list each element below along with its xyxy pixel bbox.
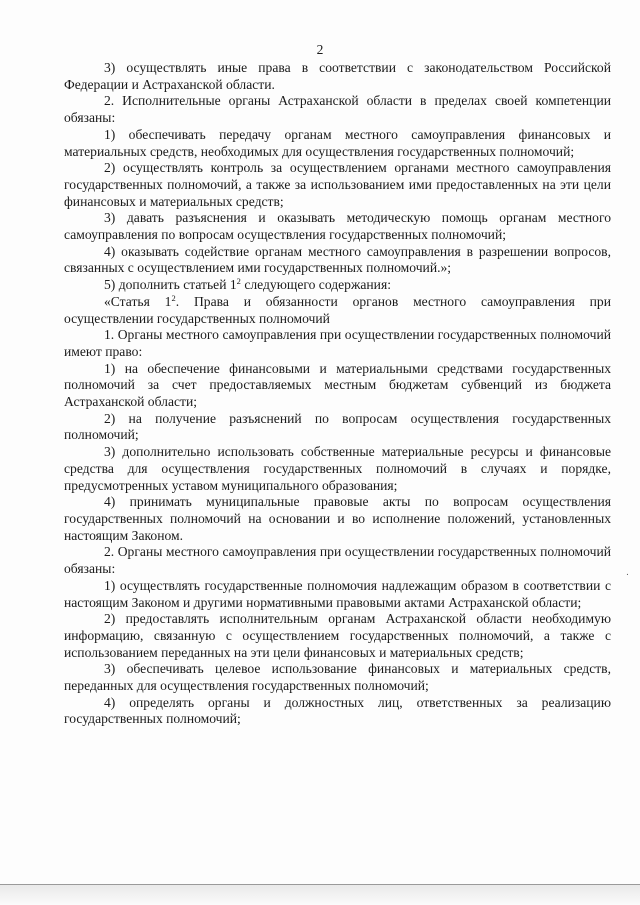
paragraph: 1) осуществлять государственные полномочия надлежащим образом в соответствии с настоящим Законом и другими нормативными правовыми актами Астраханской области; [64,577,611,610]
paragraph: 4) оказывать содействие органам местного самоуправления в разрешении вопросов, связанных с осуществлением ими государственных полномочий.»; [64,243,611,276]
amendment-paragraph [64,277,611,294]
paragraph: 2. Органы местного самоуправления при осуществлении государственных полномочий обязаны: [64,544,611,577]
paragraph: 3) обеспечивать целевое использование финансовых и материальных средств, переданных для осуществления государственных полномочий; [64,661,611,694]
paragraph: 2. Исполнительные органы Астраханской области в пределах своей компетенции обязаны: [64,93,611,126]
article-heading-end: . Права и обязанности органов местного самоуправления при осуществлении государственных полномочий [64,293,611,326]
paragraph: 3) дополнительно использовать собственные материальные ресурсы и финансовые средства для осуществления государственных полномочий в случаях и порядке, предусмотренных уставом муниципального образования; [64,444,611,493]
paragraph: 1. Органы местного самоуправления при осуществлении государственных полномочий имеют право: [64,327,611,359]
amendment-text-end: следующего содержания: [240,277,391,293]
paragraph: 3) давать разъяснения и оказывать методическую помощь органам местного самоуправления по вопросам осуществления государственных полномочий; [64,210,611,243]
paragraph: 4) определять органы и должностных лиц, ответственных за реализацию государственных полномочий; [64,694,611,727]
scan-edge-shadow [0,885,640,905]
amendment-text: 5) дополнить статьей 1 [104,277,237,293]
paragraph: 2) предоставлять исполнительным органам Астраханской области необходимую информацию, связанную с осуществлением государственных полномочий, а также с использованием переданных на эти цели финансовых и материальных средств; [64,611,611,660]
document-body [64,60,611,728]
paragraph: 4) принимать муниципальные правовые акты по вопросам осуществления государственных полномочий на основании и во исполнение положений, установленных настоящим Законом. [64,494,611,543]
article-heading [64,294,611,327]
page-number: 2 [316,42,324,57]
margin-mark: . [626,568,629,578]
paragraph: 3) осуществлять иные права в соответствии с законодательством Российской Федерации и Астраханской области. [64,60,611,92]
article-heading-start: «Статья 1 [104,293,172,309]
paragraph: 2) осуществлять контроль за осуществлением органами местного самоуправления государственных полномочий, а также за использованием ими предоставленных на эти цели финансовых и материальных средств; [64,160,611,209]
paragraph: 2) на получение разъяснений по вопросам осуществления государственных полномочий; [64,410,611,443]
paragraph: 1) обеспечивать передачу органам местного самоуправления финансовых и материальных средств, необходимых для осуществления государственных полномочий; [64,126,611,159]
paragraph: 1) на обеспечение финансовыми и материальными средствами государственных полномочий за счет предоставляемых местным бюджетам субвенций из бюджета Астраханской области; [64,360,611,410]
superscript: 2 [171,292,176,303]
superscript: 2 [236,276,241,287]
